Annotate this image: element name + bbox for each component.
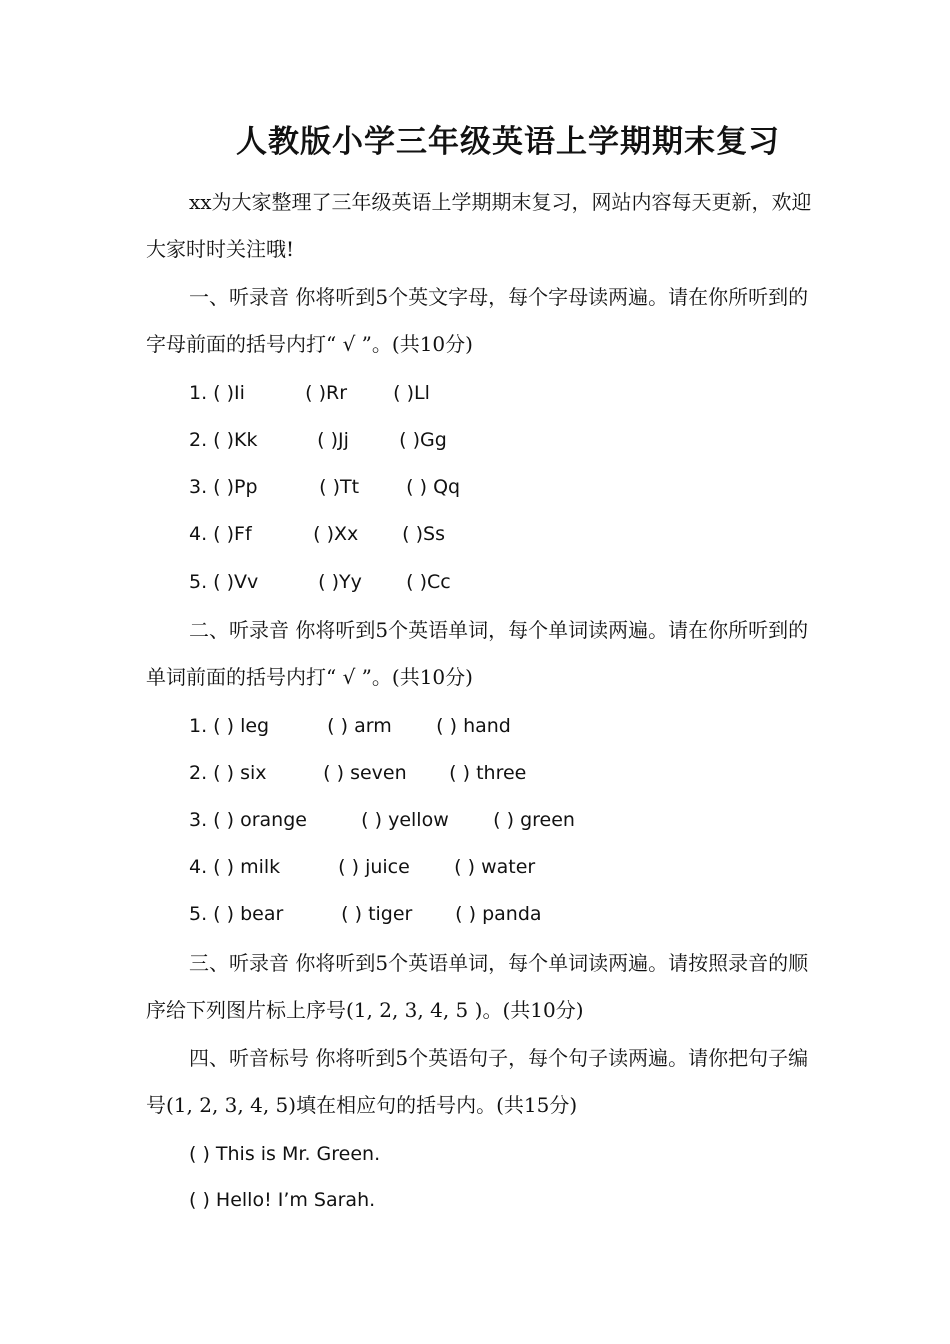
section2-row-2: 2. ( ) six ( ) seven ( ) three xyxy=(189,762,527,784)
option: ( )Ff xyxy=(213,523,252,545)
option: ( ) six xyxy=(213,762,267,784)
option: ( ) leg xyxy=(213,715,270,737)
option: ( ) green xyxy=(493,809,575,831)
section4-sentence-2: ( ) Hello! I’m Sarah. xyxy=(189,1189,376,1211)
section4-instruction: 四、听音标号 你将听到5个英语句子，每个句子读两遍。请你把句子编号(1, 2, 3, 4, 5)填在相应句的括号内。(共15分) xyxy=(146,1046,809,1117)
option: ( )Yy xyxy=(318,571,362,593)
intro-paragraph: xx为大家整理了三年级英语上学期期末复习，网站内容每天更新，欢迎大家时时关注哦! xyxy=(146,190,812,261)
section1-row-4: 4. ( )Ff ( )Xx ( )Ss xyxy=(189,523,445,545)
section2-row-3: 3. ( ) orange ( ) yellow ( ) green xyxy=(189,809,575,831)
option: ( )Pp xyxy=(213,476,258,498)
section1-row-1: 1. ( )Ii ( )Rr ( )Ll xyxy=(189,382,430,404)
option: ( ) bear xyxy=(213,903,284,925)
option: ( ) milk xyxy=(213,856,281,878)
option: ( ) tiger xyxy=(341,903,413,925)
option: ( ) water xyxy=(454,856,536,878)
section1-row-5: 5. ( )Vv ( )Yy ( )Cc xyxy=(189,571,451,593)
option: ( )Ss xyxy=(402,523,445,545)
option: ( )Gg xyxy=(399,429,447,451)
option: ( ) Qq xyxy=(406,476,461,498)
option: ( )Xx xyxy=(313,523,359,545)
document-title: 人教版小学三年级英语上学期期末复习 xyxy=(236,124,780,160)
section2-instruction: 二、听录音 你将听到5个英语单词，每个单词读两遍。请在你所听到的单词前面的括号内打“ √ ”。(共10分) xyxy=(146,618,809,689)
option: ( )Rr xyxy=(305,382,348,404)
section1-row-3: 3. ( )Pp ( )Tt ( ) Qq xyxy=(189,476,461,498)
section3-instruction: 三、听录音 你将听到5个英语单词，每个单词读两遍。请按照录音的顺序给下列图片标上序号(1, 2, 3, 4, 5 )。(共10分) xyxy=(146,951,809,1022)
option: ( ) juice xyxy=(338,856,410,878)
section1-row-2: 2. ( )Kk ( )Jj ( )Gg xyxy=(189,429,447,451)
option: ( ) three xyxy=(449,762,527,784)
option: ( )Vv xyxy=(213,571,259,593)
option: ( )Jj xyxy=(317,429,349,451)
option: ( ) orange xyxy=(213,809,307,831)
section1-instruction: 一、听录音 你将听到5个英文字母，每个字母读两遍。请在你所听到的字母前面的括号内打“ √ ”。(共10分) xyxy=(146,285,809,356)
option: ( ) hand xyxy=(436,715,511,737)
option: ( ) seven xyxy=(323,762,407,784)
option: ( )Ll xyxy=(393,382,430,404)
option: ( ) panda xyxy=(455,903,542,925)
option: ( )Kk xyxy=(213,429,258,451)
section2-row-5: 5. ( ) bear ( ) tiger ( ) panda xyxy=(189,903,542,925)
section2-row-1: 1. ( ) leg ( ) arm ( ) hand xyxy=(189,715,511,737)
option: ( )Cc xyxy=(406,571,451,593)
option: ( )Tt xyxy=(319,476,360,498)
section4-sentence-1: ( ) This is Mr. Green. xyxy=(189,1143,381,1165)
section2-row-4: 4. ( ) milk ( ) juice ( ) water xyxy=(189,856,536,878)
option: ( ) yellow xyxy=(361,809,449,831)
option: ( ) arm xyxy=(327,715,392,737)
option: ( )Ii xyxy=(213,382,245,404)
